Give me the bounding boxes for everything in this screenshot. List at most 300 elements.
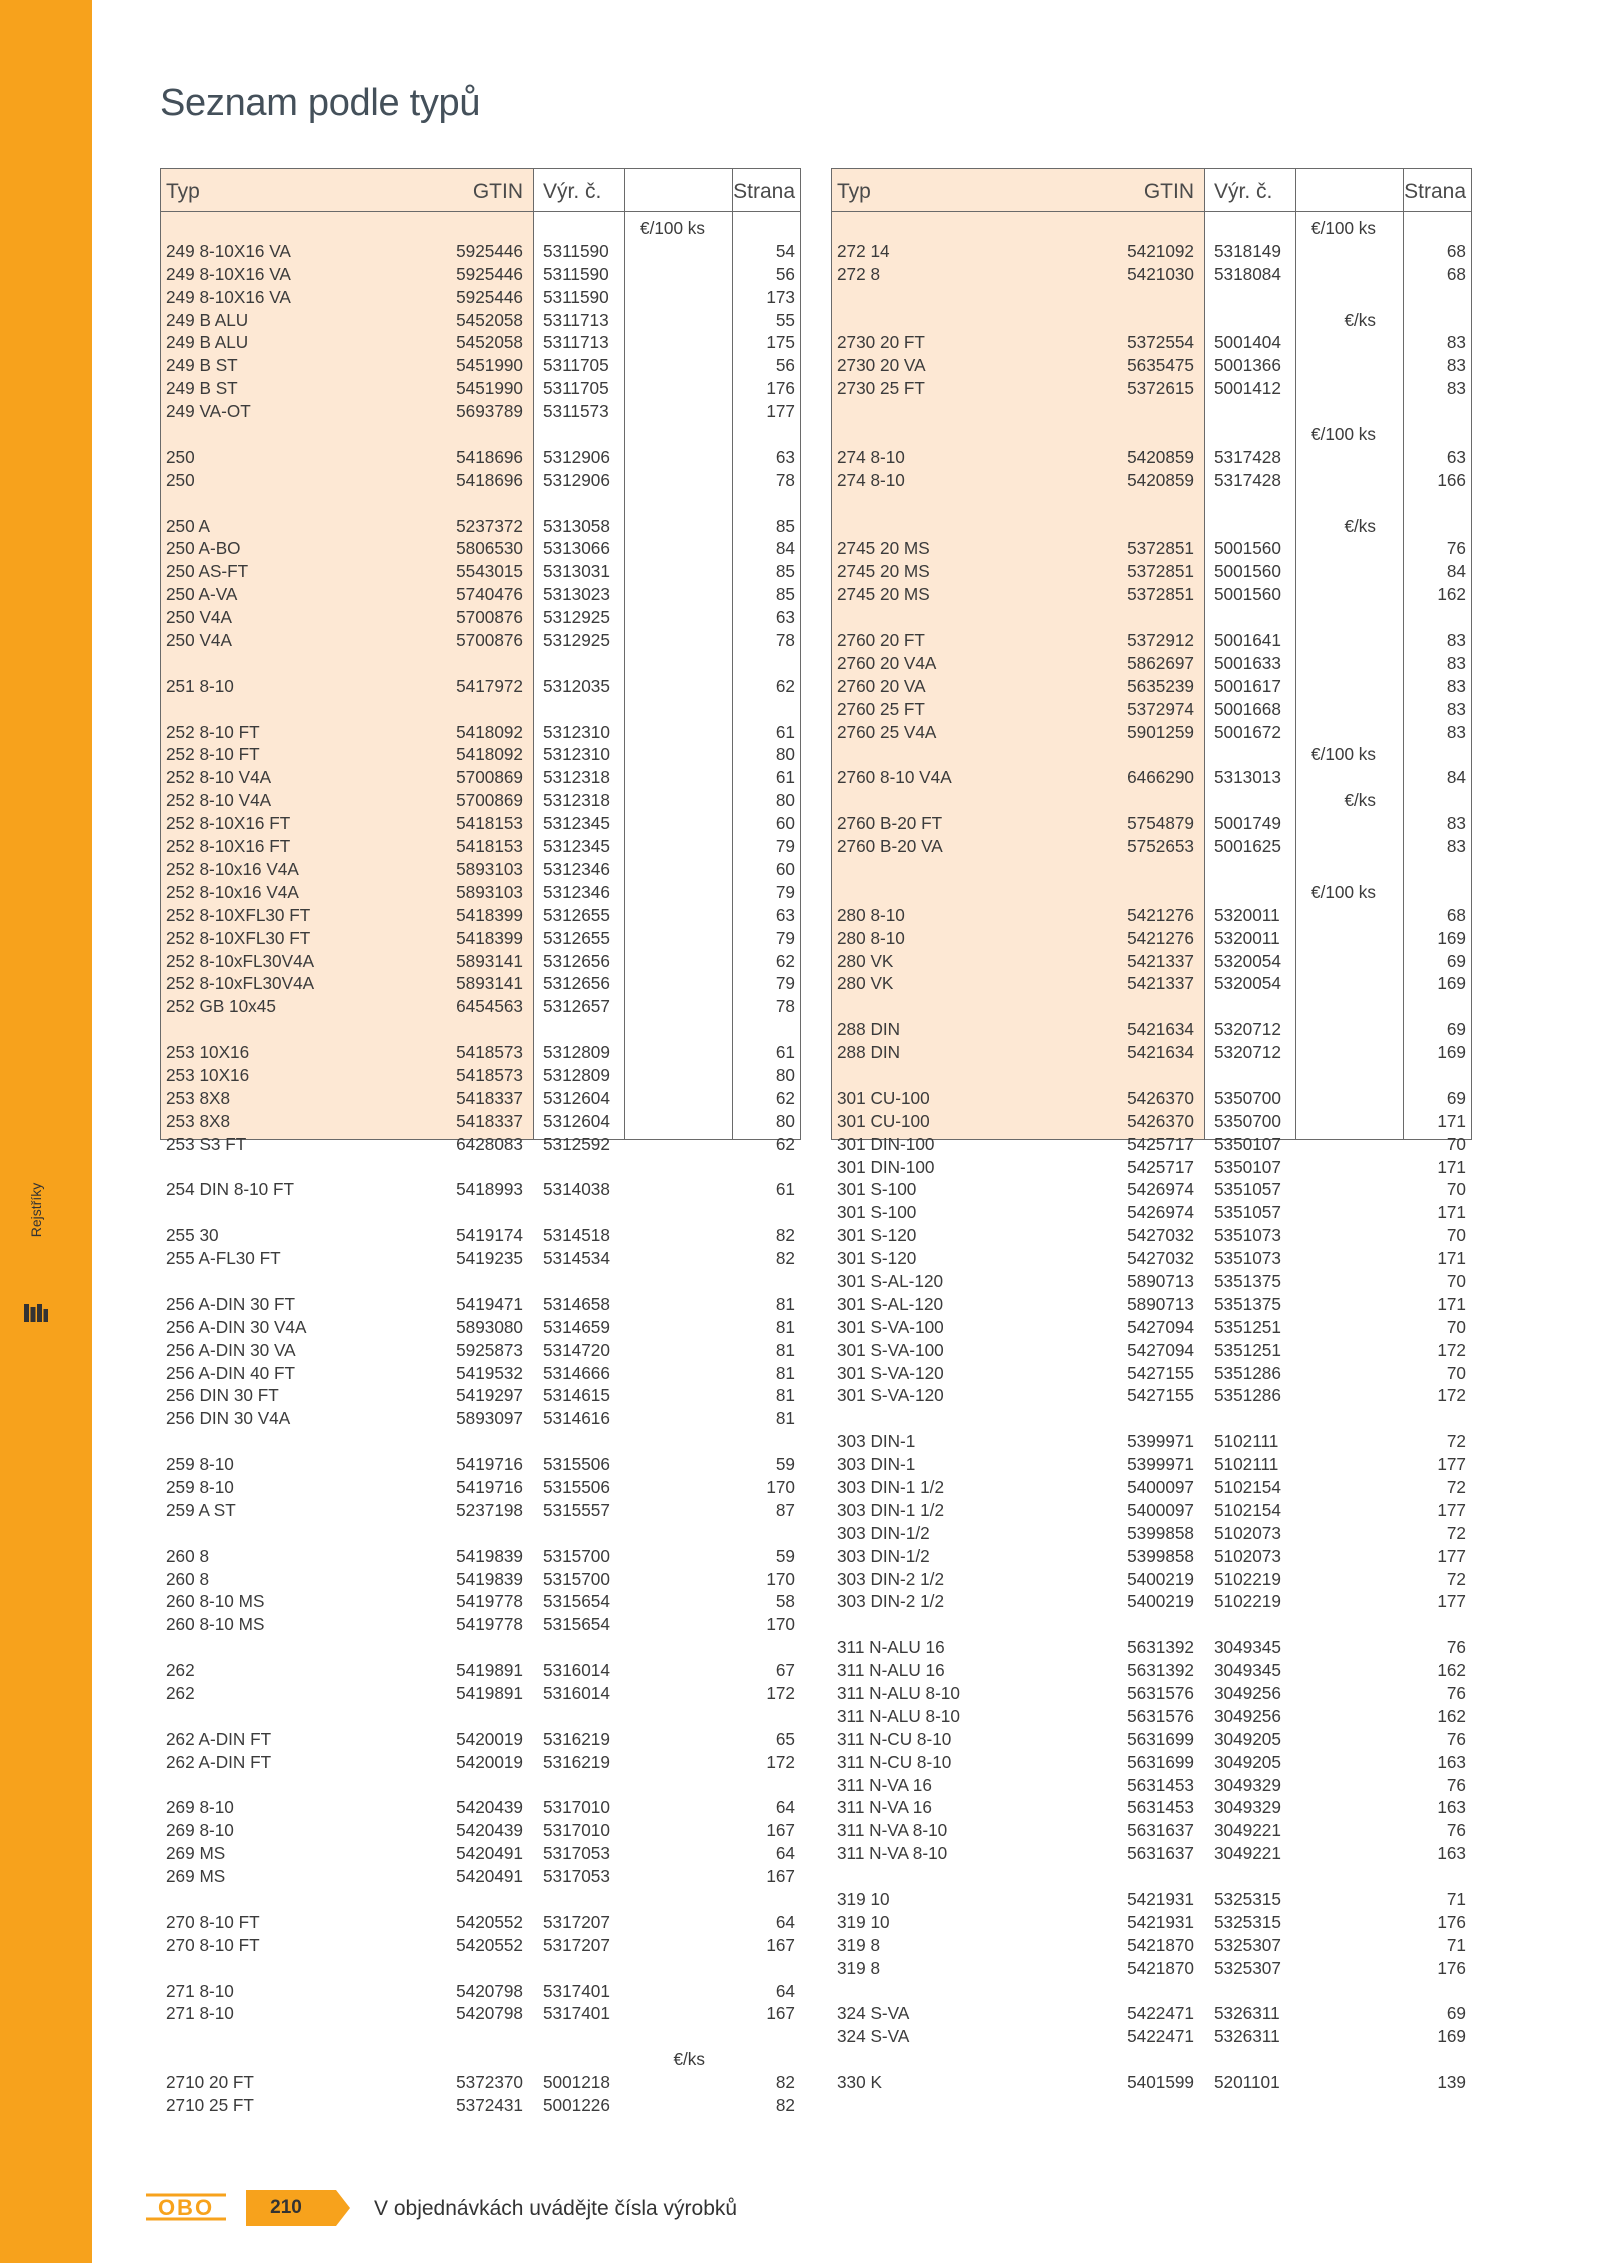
table-row [831, 400, 1472, 423]
cell-gtin: 5399858 [1127, 1522, 1194, 1543]
side-accent-bar [0, 0, 92, 2263]
cell-gtin: 5421030 [1127, 263, 1194, 284]
cell-typ: 2760 8-10 V4A [837, 767, 952, 788]
cell-vyr-cislo: 5102111 [1214, 1431, 1279, 1452]
cell-typ: 269 8-10 [166, 1820, 234, 1841]
price-unit-label: €/100 ks [1311, 744, 1376, 765]
cell-gtin: 5700876 [456, 630, 523, 651]
cell-gtin: 5420439 [456, 1820, 523, 1841]
cell-gtin: 5700869 [456, 790, 523, 811]
cell-typ: 271 8-10 [166, 1980, 234, 2001]
table-row [831, 1339, 1472, 1362]
cell-strana: 167 [766, 1820, 795, 1841]
cell-vyr-cislo: 5102073 [1214, 1545, 1281, 1566]
cell-strana: 81 [775, 1408, 795, 1429]
cell-vyr-cislo: 5102154 [1214, 1476, 1281, 1497]
cell-strana: 72 [1446, 1431, 1466, 1452]
cell-gtin: 5925446 [456, 286, 523, 307]
cell-gtin: 5399858 [1127, 1545, 1194, 1566]
cell-gtin: 5419716 [456, 1476, 523, 1497]
cell-gtin: 5893141 [456, 950, 523, 971]
price-unit-label: €/100 ks [1311, 881, 1376, 902]
cell-vyr-cislo: 5314615 [543, 1385, 610, 1406]
cell-gtin: 5418399 [456, 904, 523, 925]
cell-strana: 70 [1446, 1179, 1466, 1200]
table-row [831, 2002, 1472, 2025]
cell-strana: 167 [766, 1934, 795, 1955]
cell-gtin: 5420798 [456, 2003, 523, 2024]
cell-strana: 69 [1446, 1087, 1466, 1108]
cell-strana: 79 [775, 836, 795, 857]
cell-strana: 83 [1446, 630, 1466, 651]
table-row [160, 1774, 801, 1797]
cell-vyr-cislo: 5351251 [1214, 1316, 1281, 1337]
table-row [160, 675, 801, 698]
table-row [160, 1545, 801, 1568]
table-row [831, 950, 1472, 973]
cell-vyr-cislo: 5314666 [543, 1362, 610, 1383]
cell-strana: 76 [1446, 538, 1466, 559]
cell-vyr-cislo: 5314720 [543, 1339, 610, 1360]
cell-typ: 330 K [837, 2072, 882, 2093]
cell-strana: 65 [775, 1728, 795, 1749]
cell-vyr-cislo: 5311590 [543, 240, 609, 261]
cell-strana: 177 [1437, 1545, 1466, 1566]
cell-gtin: 5420019 [456, 1751, 523, 1772]
cell-strana: 82 [775, 2095, 795, 2116]
cell-strana: 176 [1437, 1957, 1466, 1978]
cell-typ: 249 B ALU [166, 332, 249, 353]
table-row [160, 1659, 801, 1682]
cell-vyr-cislo: 5320054 [1214, 973, 1281, 994]
cell-strana: 76 [1446, 1820, 1466, 1841]
cell-vyr-cislo: 5312925 [543, 607, 610, 628]
cell-gtin: 5418696 [456, 469, 523, 490]
cell-vyr-cislo: 3049205 [1214, 1751, 1281, 1772]
table-row [160, 1865, 801, 1888]
cell-typ: 252 8-10X16 FT [166, 836, 291, 857]
cell-gtin: 5401599 [1127, 2072, 1194, 2093]
cell-gtin: 5419716 [456, 1454, 523, 1475]
cell-strana: 71 [1446, 1934, 1466, 1955]
table-row [831, 1613, 1472, 1636]
cell-gtin: 5418337 [456, 1110, 523, 1131]
cell-vyr-cislo: 5315700 [543, 1568, 610, 1589]
cell-gtin: 5421634 [1127, 1019, 1194, 1040]
cell-strana: 76 [1446, 1728, 1466, 1749]
cell-gtin: 5421276 [1127, 927, 1194, 948]
cell-strana: 64 [775, 1843, 795, 1864]
table-row [160, 881, 801, 904]
cell-vyr-cislo: 5001560 [1214, 538, 1281, 559]
table-body-right [831, 217, 1472, 2094]
table-row [831, 1659, 1472, 1682]
cell-vyr-cislo: 5320011 [1214, 904, 1280, 925]
table-row [160, 1728, 801, 1751]
table-row [160, 743, 801, 766]
header-vyr: Výr. č. [1214, 180, 1273, 203]
price-unit-label: €/ks [1344, 515, 1376, 536]
cell-strana: 163 [1437, 1751, 1466, 1772]
cell-typ: 271 8-10 [166, 2003, 234, 2024]
cell-vyr-cislo: 5317207 [543, 1934, 610, 1955]
cell-strana: 76 [1446, 1683, 1466, 1703]
cell-gtin: 5631699 [1127, 1728, 1194, 1749]
table-row [160, 1819, 801, 1842]
cell-vyr-cislo: 5312345 [543, 836, 610, 857]
cell-gtin: 5237372 [456, 515, 523, 536]
cell-strana: 83 [1446, 721, 1466, 742]
cell-strana: 62 [775, 675, 795, 696]
cell-gtin: 5418573 [456, 1042, 523, 1063]
table-row [831, 1018, 1472, 1041]
cell-strana: 169 [1437, 1042, 1466, 1063]
cell-typ: 254 DIN 8-10 FT [166, 1179, 294, 1200]
cell-gtin: 5631576 [1127, 1683, 1194, 1703]
cell-gtin: 6466290 [1127, 767, 1194, 788]
type-table-right [831, 168, 1472, 2093]
cell-strana: 79 [775, 881, 795, 902]
table-row [160, 560, 801, 583]
cell-vyr-cislo: 5312035 [543, 675, 610, 696]
cell-typ: 250 AS-FT [166, 561, 249, 582]
cell-typ: 311 N-VA 8-10 [837, 1820, 948, 1841]
table-row [831, 927, 1472, 950]
table-row [160, 1980, 801, 2003]
cell-vyr-cislo: 5317010 [543, 1797, 610, 1818]
cell-gtin: 5806530 [456, 538, 523, 559]
cell-strana: 83 [1446, 332, 1466, 353]
table-row [160, 263, 801, 286]
cell-vyr-cislo: 5315700 [543, 1545, 610, 1566]
cell-vyr-cislo: 5312809 [543, 1042, 610, 1063]
cell-strana: 171 [1437, 1202, 1466, 1223]
cell-strana: 80 [775, 1110, 795, 1131]
cell-vyr-cislo: 5313058 [543, 515, 610, 536]
cell-strana: 176 [766, 378, 795, 399]
cell-typ: 2760 20 VA [837, 675, 926, 696]
table-row [160, 1407, 801, 1430]
cell-strana: 163 [1437, 1797, 1466, 1818]
table-row [831, 469, 1472, 492]
cell-strana: 83 [1446, 836, 1466, 857]
cell-gtin: 5925446 [456, 240, 523, 261]
cell-typ: 2710 20 FT [166, 2072, 254, 2093]
table-row [831, 1407, 1472, 1430]
table-row [831, 812, 1472, 835]
cell-vyr-cislo: 5325315 [1214, 1911, 1281, 1932]
cell-gtin: 5400097 [1127, 1499, 1194, 1520]
cell-vyr-cislo: 5316014 [543, 1660, 610, 1681]
cell-vyr-cislo: 5318149 [1214, 240, 1281, 261]
cell-strana: 68 [1446, 263, 1466, 284]
table-row [160, 950, 801, 973]
table-row [160, 972, 801, 995]
cell-gtin: 5421931 [1127, 1911, 1194, 1932]
cell-typ: 262 [166, 1683, 195, 1703]
cell-vyr-cislo: 3049221 [1214, 1843, 1281, 1864]
table-row [831, 1156, 1472, 1179]
table-row [160, 583, 801, 606]
cell-strana: 79 [775, 973, 795, 994]
cell-vyr-cislo: 5320712 [1214, 1042, 1281, 1063]
table-row [831, 1934, 1472, 1957]
cell-strana: 177 [1437, 1454, 1466, 1475]
table-row [160, 1499, 801, 1522]
cell-vyr-cislo: 5313066 [543, 538, 610, 559]
cell-vyr-cislo: 5102073 [1214, 1522, 1281, 1543]
cell-typ: 301 S-100 [837, 1179, 917, 1200]
cell-typ: 301 S-VA-100 [837, 1339, 944, 1360]
table-row [160, 904, 801, 927]
cell-vyr-cislo: 5351286 [1214, 1362, 1281, 1383]
cell-gtin: 5421337 [1127, 950, 1194, 971]
cell-strana: 171 [1437, 1293, 1466, 1314]
cell-vyr-cislo: 5351375 [1214, 1270, 1281, 1291]
table-row [160, 995, 801, 1018]
cell-typ: 301 S-AL-120 [837, 1293, 944, 1314]
obo-logo [146, 2193, 226, 2221]
cell-vyr-cislo: 5325315 [1214, 1889, 1281, 1910]
cell-vyr-cislo: 5312656 [543, 973, 610, 994]
cell-strana: 61 [775, 1042, 795, 1063]
cell-strana: 169 [1437, 973, 1466, 994]
cell-strana: 162 [1437, 1660, 1466, 1681]
cell-vyr-cislo: 5351375 [1214, 1293, 1281, 1314]
cell-gtin: 5427032 [1127, 1248, 1194, 1269]
table-row [831, 1796, 1472, 1819]
table-row [831, 1178, 1472, 1201]
cell-strana: 170 [766, 1614, 795, 1635]
cell-strana: 78 [775, 469, 795, 490]
cell-gtin: 5419235 [456, 1248, 523, 1269]
price-unit-label: €/100 ks [1311, 218, 1376, 238]
table-row [831, 1774, 1472, 1797]
table-row [831, 1476, 1472, 1499]
cell-gtin: 5631576 [1127, 1705, 1194, 1726]
table-row [160, 1911, 801, 1934]
cell-typ: 324 S-VA [837, 2026, 910, 2047]
cell-strana: 61 [775, 721, 795, 742]
cell-typ: 252 8-10xFL30V4A [166, 973, 315, 994]
cell-typ: 272 14 [837, 240, 890, 261]
cell-gtin: 5635475 [1127, 355, 1194, 376]
table-row [831, 972, 1472, 995]
table-row [831, 1270, 1472, 1293]
cell-vyr-cislo: 5311713 [543, 309, 609, 330]
cell-typ: 311 N-ALU 16 [837, 1660, 945, 1681]
table-row [831, 1728, 1472, 1751]
cell-vyr-cislo: 5311705 [543, 355, 609, 376]
table-row [831, 240, 1472, 263]
cell-typ: 256 DIN 30 V4A [166, 1408, 291, 1429]
cell-strana: 177 [766, 401, 795, 422]
table-row [160, 1751, 801, 1774]
table-row [831, 1682, 1472, 1705]
cell-gtin: 5427155 [1127, 1362, 1194, 1383]
cell-strana: 167 [766, 1866, 795, 1887]
table-row [160, 2071, 801, 2094]
cell-typ: 274 8-10 [837, 469, 905, 490]
cell-gtin: 5372554 [1127, 332, 1194, 353]
cell-typ: 301 CU-100 [837, 1087, 930, 1108]
cell-gtin: 5420798 [456, 1980, 523, 2001]
cell-typ: 260 8 [166, 1545, 210, 1566]
cell-strana: 69 [1446, 2003, 1466, 2024]
cell-strana: 139 [1437, 2072, 1466, 2093]
header-vyr: Výr. č. [543, 180, 602, 203]
cell-strana: 63 [775, 607, 795, 628]
table-row [831, 560, 1472, 583]
cell-strana: 61 [775, 1179, 795, 1200]
cell-typ: 249 VA-OT [166, 401, 251, 422]
cell-strana: 76 [1446, 1637, 1466, 1658]
cell-gtin: 5420439 [456, 1797, 523, 1818]
table-row [831, 1545, 1472, 1568]
cell-vyr-cislo: 3049329 [1214, 1774, 1281, 1795]
table-row [160, 1888, 801, 1911]
table-row [831, 1453, 1472, 1476]
cell-gtin: 5631453 [1127, 1774, 1194, 1795]
cell-strana: 62 [775, 1133, 795, 1154]
cell-typ: 288 DIN [837, 1019, 901, 1040]
cell-typ: 269 MS [166, 1866, 226, 1887]
cell-typ: 253 S3 FT [166, 1133, 247, 1154]
cell-typ: 311 N-VA 16 [837, 1774, 932, 1795]
table-row [160, 858, 801, 881]
table-row [831, 1362, 1472, 1385]
cell-typ: 259 8-10 [166, 1476, 234, 1497]
table-row [160, 2002, 801, 2025]
cell-strana: 171 [1437, 1248, 1466, 1269]
cell-gtin: 5426370 [1127, 1110, 1194, 1131]
cell-typ: 303 DIN-1 [837, 1431, 916, 1452]
table-row [160, 1934, 801, 1957]
cell-typ: 253 10X16 [166, 1064, 250, 1085]
cell-vyr-cislo: 5311573 [543, 401, 609, 422]
cell-typ: 249 8-10X16 VA [166, 240, 291, 261]
cell-typ: 301 S-100 [837, 1202, 917, 1223]
cell-typ: 301 S-VA-120 [837, 1362, 944, 1383]
cell-gtin: 5422471 [1127, 2026, 1194, 2047]
cell-gtin: 5419839 [456, 1568, 523, 1589]
cell-gtin: 5631637 [1127, 1820, 1194, 1841]
table-row [160, 515, 801, 538]
table-row [831, 1865, 1472, 1888]
cell-typ: 2760 25 V4A [837, 721, 937, 742]
cell-strana: 70 [1446, 1225, 1466, 1246]
cell-typ: 252 8-10XFL30 FT [166, 904, 311, 925]
cell-typ: 252 8-10x16 V4A [166, 858, 299, 879]
cell-strana: 56 [775, 263, 795, 284]
table-row [160, 1362, 801, 1385]
table-row [160, 1568, 801, 1591]
cell-strana: 79 [775, 927, 795, 948]
cell-vyr-cislo: 5314659 [543, 1316, 610, 1337]
table-row [160, 1110, 801, 1133]
cell-vyr-cislo: 3049256 [1214, 1705, 1281, 1726]
cell-gtin: 5893103 [456, 858, 523, 879]
cell-gtin: 5421870 [1127, 1934, 1194, 1955]
cell-strana: 60 [775, 813, 795, 834]
price-unit-label: €/ks [673, 2049, 705, 2070]
table-row [160, 1270, 801, 1293]
cell-gtin: 5420491 [456, 1866, 523, 1887]
table-row [160, 1705, 801, 1728]
cell-strana: 172 [1437, 1339, 1466, 1360]
cell-typ: 253 8X8 [166, 1087, 231, 1108]
table-row [831, 1636, 1472, 1659]
cell-typ: 280 VK [837, 950, 894, 971]
cell-vyr-cislo: 5312656 [543, 950, 610, 971]
cell-strana: 176 [1437, 1911, 1466, 1932]
cell-strana: 70 [1446, 1362, 1466, 1383]
table-row [831, 675, 1472, 698]
cell-typ: 250 A-VA [166, 584, 238, 605]
table-row [160, 1842, 801, 1865]
table-row [831, 1201, 1472, 1224]
cell-strana: 177 [1437, 1499, 1466, 1520]
cell-typ: 2760 20 FT [837, 630, 925, 651]
table-row [160, 835, 801, 858]
cell-vyr-cislo: 5001412 [1214, 378, 1281, 399]
cell-gtin: 5925446 [456, 263, 523, 284]
table-row [831, 1980, 1472, 2003]
table-row [831, 652, 1472, 675]
cell-gtin: 5372851 [1127, 538, 1194, 559]
cell-gtin: 5419839 [456, 1545, 523, 1566]
cell-vyr-cislo: 5312310 [543, 744, 610, 765]
page-number: 210 [270, 2197, 302, 2218]
cell-strana: 69 [1446, 1019, 1466, 1040]
cell-strana: 63 [775, 904, 795, 925]
cell-gtin: 5399971 [1127, 1431, 1194, 1452]
cell-gtin: 5419297 [456, 1385, 523, 1406]
cell-typ: 311 N-CU 8-10 [837, 1751, 952, 1772]
cell-strana: 54 [775, 240, 795, 261]
cell-vyr-cislo: 5317010 [543, 1820, 610, 1841]
cell-vyr-cislo: 5312906 [543, 469, 610, 490]
cell-gtin: 5740476 [456, 584, 523, 605]
cell-vyr-cislo: 5350107 [1214, 1156, 1281, 1177]
cell-typ: 311 N-ALU 8-10 [837, 1705, 960, 1726]
cell-vyr-cislo: 3049345 [1214, 1660, 1281, 1681]
cell-gtin: 5425717 [1127, 1133, 1194, 1154]
cell-vyr-cislo: 5317401 [543, 1980, 610, 2001]
table-row [160, 812, 801, 835]
cell-vyr-cislo: 5351073 [1214, 1248, 1281, 1269]
cell-gtin: 5420491 [456, 1843, 523, 1864]
cell-typ: 252 8-10x16 V4A [166, 881, 299, 902]
cell-vyr-cislo: 5325307 [1214, 1957, 1281, 1978]
cell-strana: 82 [775, 1248, 795, 1269]
cell-strana: 171 [1437, 1110, 1466, 1131]
table-row [160, 492, 801, 515]
cell-typ: 301 S-AL-120 [837, 1270, 944, 1291]
cell-vyr-cislo: 3049205 [1214, 1728, 1281, 1749]
cell-vyr-cislo: 5325307 [1214, 1934, 1281, 1955]
cell-gtin: 5418993 [456, 1179, 523, 1200]
cell-typ: 255 A-FL30 FT [166, 1248, 281, 1269]
cell-gtin: 5427155 [1127, 1385, 1194, 1406]
cell-gtin: 5421931 [1127, 1889, 1194, 1910]
cell-vyr-cislo: 5318084 [1214, 263, 1281, 284]
table-row [831, 286, 1472, 309]
cell-gtin: 5421092 [1127, 240, 1194, 261]
cell-typ: 252 8-10XFL30 FT [166, 927, 311, 948]
header-strana: Strana [733, 180, 795, 203]
cell-vyr-cislo: 5102219 [1214, 1568, 1281, 1589]
